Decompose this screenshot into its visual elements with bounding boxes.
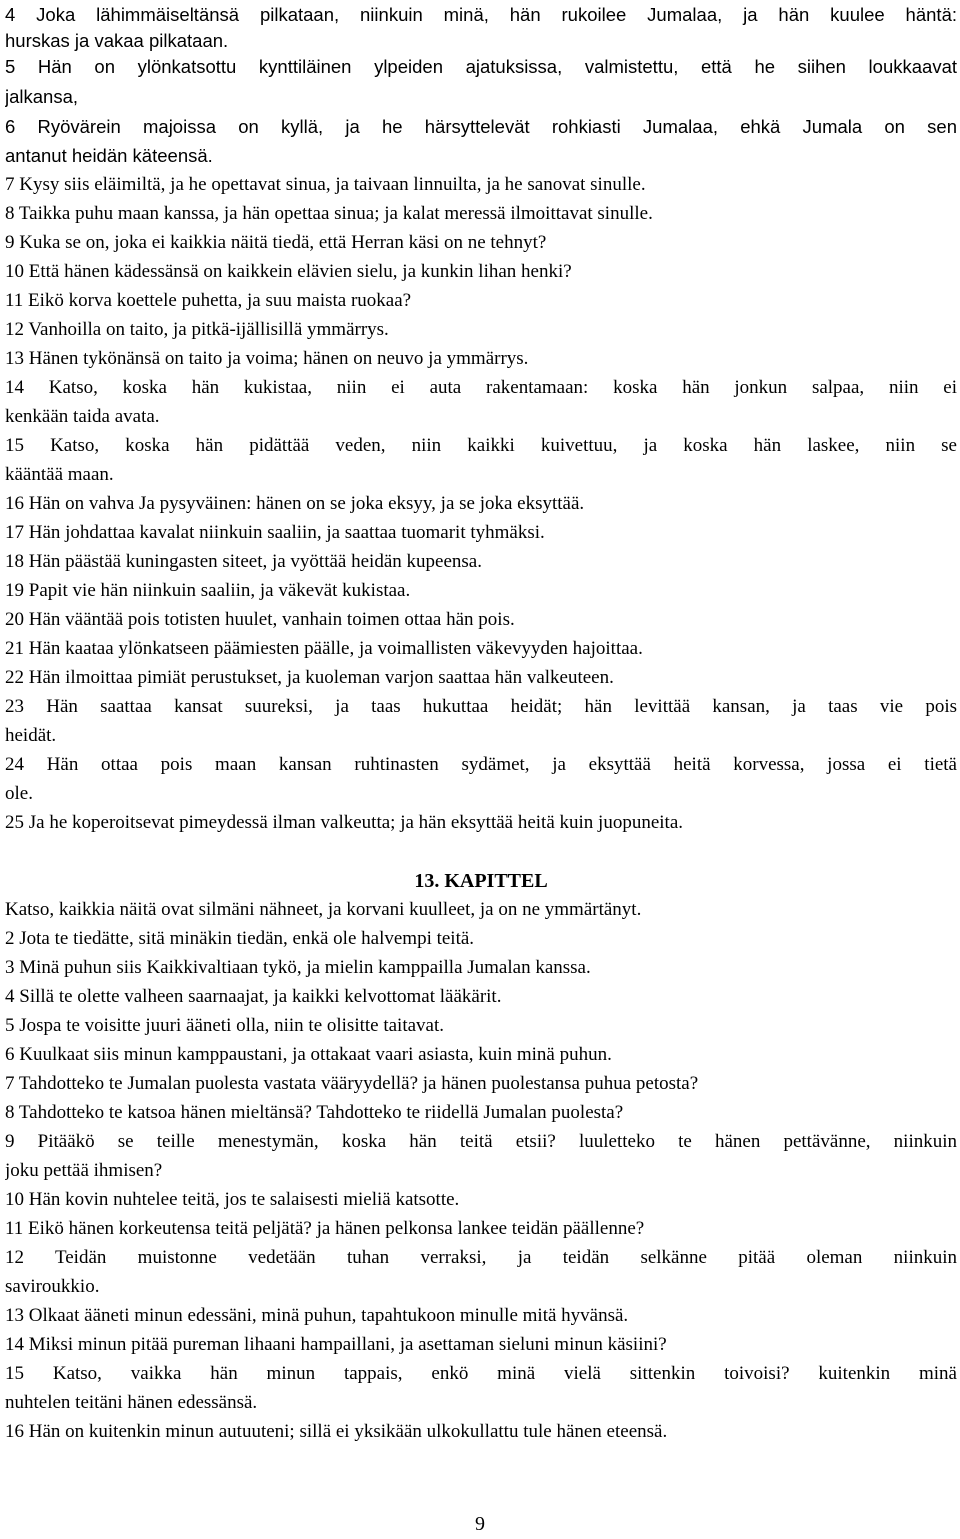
text-line: ole. [5, 783, 33, 804]
text-line: 23 Hän saattaa kansat suureksi, ja taas hukuttaa heidät; hän levittää kansan, ja taas vie pois [5, 696, 957, 717]
text-line: 9 Kuka se on, joka ei kaikkia näitä tiedä, että Herran käsi on ne tehnyt? [5, 232, 547, 253]
text-line: heidät. [5, 725, 57, 746]
text-line: 16 Hän on kuitenkin minun autuuteni; sillä ei yksikään ulkokullattu tule hänen eteensä. [5, 1421, 668, 1442]
text-line: 21 Hän kaataa ylönkatseen päämiesten päälle, ja voimallisten väkevyyden hajoittaa. [5, 638, 643, 659]
text-line: 15 Katso, koska hän pidättää veden, niin kaikki kuivettuu, ja koska hän laskee, niin se [5, 435, 957, 456]
text-line: 18 Hän päästää kuningasten siteet, ja vyöttää heidän kupeensa. [5, 551, 482, 572]
text-line: 25 Ja he koperoitsevat pimeydessä ilman valkeutta; ja hän eksyttää heitä kuin juopuneita. [5, 812, 683, 833]
text-line: 7 Kysy siis eläimiltä, ja he opettavat sinua, ja taivaan linnuilta, ja he sanovat sinulle. [5, 174, 646, 195]
text-line: 17 Hän johdattaa kavalat niinkuin saaliin, ja saattaa tuomarit tyhmäksi. [5, 522, 545, 543]
text-line: 12 Teidän muistonne vedetään tuhan verraksi, ja teidän selkänne pitää oleman niinkuin [5, 1247, 957, 1268]
text-line: hurskas ja vakaa pilkataan. [5, 30, 229, 51]
text-line: 13 Olkaat ääneti minun edessäni, minä puhun, tapahtukoon minulle mitä hyvänsä. [5, 1305, 629, 1326]
text-line: 10 Hän kovin nuhtelee teitä, jos te salaisesti mieliä katsotte. [5, 1189, 460, 1210]
text-line [5, 837, 957, 867]
text-line: 16 Hän on vahva Ja pysyväinen: hänen on se joka eksyy, ja se joka eksyttää. [5, 493, 585, 514]
text-line: joku pettää ihmisen? [5, 1160, 163, 1181]
text-line: 12 Vanhoilla on taito, ja pitkä-ijällisillä ymmärrys. [5, 319, 389, 340]
text-line: 4 Joka lähimmäiseltänsä pilkataan, niinkuin minä, hän rukoilee Jumalaa, ja hän kuulee häntä: [5, 4, 957, 25]
text-line: 6 Ryövärein majoissa on kyllä, ja he härsyttelevät rohkiasti Jumalaa, ehkä Jumala on sen [5, 116, 957, 137]
text-line: 8 Taikka puhu maan kanssa, ja hän opettaa sinua; ja kalat meressä ilmoittavat sinulle. [5, 203, 653, 224]
text-line: nuhtelen teitäni hänen edessänsä. [5, 1392, 258, 1413]
text-line: 8 Tahdotteko te katsoa hänen mieltänsä? Tahdotteko te riidellä Jumalan puolesta? [5, 1102, 624, 1123]
text-line: 20 Hän vääntää pois totisten huulet, vanhain toimen ottaa hän pois. [5, 609, 515, 630]
chapter-heading: 13. KAPITTEL [414, 870, 548, 892]
text-line: 15 Katso, vaikka hän minun tappais, enkö minä vielä sittenkin toivoisi? kuitenkin minä [5, 1363, 957, 1384]
text-line: 5 Jospa te voisitte juuri ääneti olla, niin te olisitte taitavat. [5, 1015, 445, 1036]
text-line: 10 Että hänen kädessänsä on kaikkein elävien sielu, ja kunkin lihan henki? [5, 261, 572, 282]
text-line: jalkansa, [5, 86, 79, 107]
text-line: 11 Eikö hänen korkeutensa teitä peljätä? ja hänen pelkonsa lankee teidän päällenne? [5, 1218, 645, 1239]
text-line: 2 Jota te tiedätte, sitä minäkin tiedän, enkä ole halvempi teitä. [5, 928, 475, 949]
text-line: 14 Miksi minun pitää pureman lihaani hampaillani, ja asettaman sieluni minun käsiini? [5, 1334, 667, 1355]
text-line: 5 Hän on ylönkatsottu kynttiläinen ylpeiden ajatuksissa, valmistettu, että he siihen loukkaavat [5, 56, 957, 77]
text-line: 19 Papit vie hän niinkuin saaliin, ja väkevät kukistaa. [5, 580, 411, 601]
text-line: 14 Katso, koska hän kukistaa, niin ei auta rakentamaan: koska hän jonkun salpaa, niin ei [5, 377, 957, 398]
text-line: 7 Tahdotteko te Jumalan puolesta vastata vääryydellä? ja hänen puolestansa puhua petosta? [5, 1073, 699, 1094]
text-line: 22 Hän ilmoittaa pimiät perustukset, ja kuoleman varjon saattaa hän valkeuteen. [5, 667, 614, 688]
text-line: antanut heidän käteensä. [5, 145, 213, 166]
text-line: saviroukkio. [5, 1276, 100, 1297]
text-line: Katso, kaikkia näitä ovat silmäni nähneet, ja korvani kuulleet, ja on ne ymmärtänyt. [5, 899, 642, 920]
text-line: 4 Sillä te olette valheen saarnaajat, ja kaikki kelvottomat lääkärit. [5, 986, 502, 1007]
text-line: 3 Minä puhun siis Kaikkivaltiaan tykö, ja mielin kamppailla Jumalan kanssa. [5, 957, 591, 978]
text-line: 13 Hänen tykönänsä on taito ja voima; hänen on neuvo ja ymmärrys. [5, 348, 529, 369]
text-line: kääntää maan. [5, 464, 114, 485]
text-line: 24 Hän ottaa pois maan kansan ruhtinasten sydämet, ja eksyttää heitä korvessa, jossa ei tietä [5, 754, 957, 775]
text-line: 9 Pitääkö se teille menestymän, koska hän teitä etsii? luuletteko te hänen pettävänne, niinkuin [5, 1131, 957, 1152]
text-line: 6 Kuulkaat siis minun kamppaustani, ja ottakaat vaari asiasta, kuin minä puhun. [5, 1044, 612, 1065]
text-line: 11 Eikö korva koettele puhetta, ja suu maista ruokaa? [5, 290, 412, 311]
text-line: kenkään taida avata. [5, 406, 160, 427]
page-number: 9 [475, 1513, 485, 1535]
